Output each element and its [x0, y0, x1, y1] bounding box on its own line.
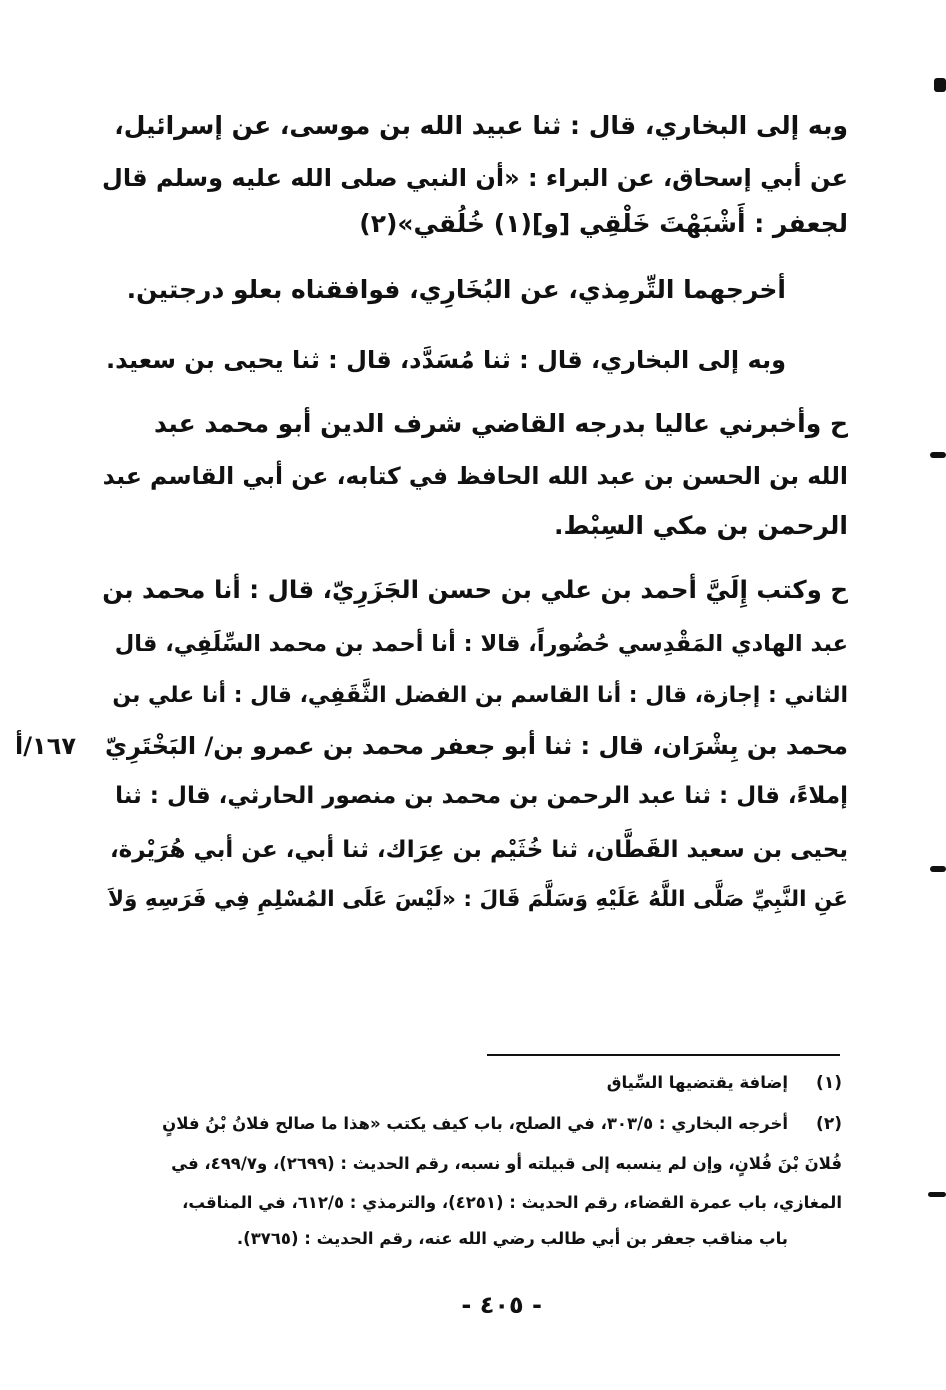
page-number: - ٤٠٥ -: [461, 1291, 542, 1319]
scan-mark: [930, 452, 946, 458]
scan-mark: [934, 78, 946, 92]
footnote-line: إضافة يقتضيها السِّياق: [606, 1073, 788, 1092]
footnote-number: (٢): [816, 1114, 842, 1134]
text-line: الله بن الحسن بن عبد الله الحافظ في كتابه، عن أبي القاسم عبد: [102, 462, 848, 490]
text-line: إملاءً، قال : ثنا عبد الرحمن بن محمد بن منصور الحارثي، قال : ثنا: [115, 783, 848, 809]
text-line: الثاني : إجازة، قال : أنا القاسم بن الفضل الثَّقَفِي، قال : أنا علي بن: [112, 683, 848, 708]
footnote-line: المغازي، باب عمرة القضاء، رقم الحديث : (٤٢٥١)، والترمذي : ٦١٢/٥، في المناقب،: [182, 1193, 842, 1212]
text-line: أخرجهما التِّرمِذي، عن البُخَارِي، فوافقناه بعلو درجتين.: [126, 275, 786, 304]
footnote-line: أخرجه البخاري : ٣٠٣/٥، في الصلح، باب كيف يكتب «هذا ما صالح فلانُ بْنُ فلانٍ: [162, 1114, 788, 1133]
text-line: محمد بن بِشْرَان، قال : ثنا أبو جعفر محمد بن عمرو بن/ البَخْتَرِيّ: [105, 732, 848, 760]
scan-mark: [928, 1192, 946, 1197]
folio-margin-note: ١٦٧/أ: [15, 732, 76, 760]
scan-mark: [930, 866, 946, 872]
text-line: ح وأخبرني عاليا بدرجه القاضي شرف الدين أبو محمد عبد: [153, 409, 848, 438]
text-line: عَنِ النَّبِيِّ صَلَّى اللَّهُ عَلَيْهِ وَسَلَّمَ قَالَ : «لَيْسَ عَلَى المُسْلِمِ فِي فَرَسِهِ وَلاَ: [107, 887, 848, 912]
text-line: لجعفر : أَشْبَهْتَ خَلْقِي [و](١) خُلُقي»(٢): [359, 209, 848, 238]
text-line: وبه إلى البخاري، قال : ثنا عبيد الله بن موسى، عن إسرائيل،: [114, 111, 848, 140]
text-line: عبد الهادي المَقْدِسي حُضُوراً، قالا : أنا أحمد بن محمد السِّلَفِي، قال: [114, 631, 848, 657]
footnote-line: باب مناقب جعفر بن أبي طالب رضي الله عنه، رقم الحديث : (٣٧٦٥).: [236, 1229, 788, 1248]
text-line: يحيى بن سعيد القَطَّان، ثنا خُثَيْم بن عِرَاك، ثنا أبي، عن أبي هُرَيْرة،: [109, 837, 848, 863]
footnote-line: فُلانَ بْنَ فُلانٍ، وإن لم ينسبه إلى قبيلته أو نسبه، رقم الحديث : (٢٦٩٩)، و٤٩٩/٧، في: [171, 1154, 842, 1173]
text-line: وبه إلى البخاري، قال : ثنا مُسَدَّد، قال : ثنا يحيى بن سعيد.: [106, 346, 786, 374]
text-line: الرحمن بن مكي السِبْط.: [554, 511, 848, 540]
text-line: ح وكتب إِلَيَّ أحمد بن علي بن حسن الجَزَرِيّ، قال : أنا محمد بن: [102, 575, 848, 604]
text-line: عن أبي إسحاق، عن البراء : «أن النبي صلى الله عليه وسلم قال: [102, 164, 848, 192]
footnote-number: (١): [816, 1073, 842, 1093]
footnote-separator: [487, 1054, 840, 1056]
